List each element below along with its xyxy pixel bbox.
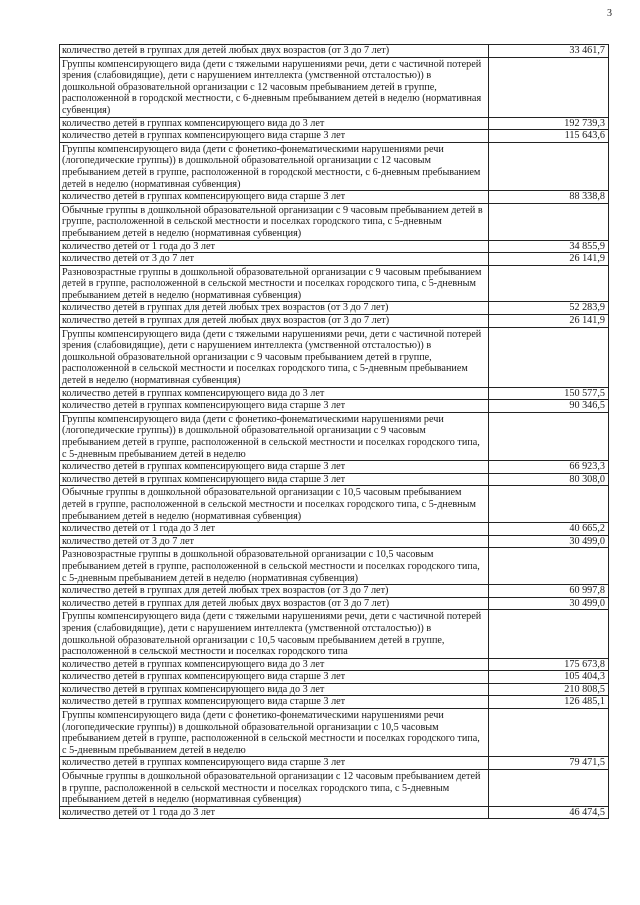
- table-row: [60, 302, 609, 315]
- row-label: количество детей в группах для детей любых трех возрастов (от 3 до 7 лет): [60, 302, 489, 315]
- row-value: [489, 610, 609, 658]
- row-value: 192 739,3: [489, 117, 609, 130]
- table-row: [60, 683, 609, 696]
- row-value: 26 141,9: [489, 315, 609, 328]
- row-value: 126 485,1: [489, 696, 609, 709]
- table-row: [60, 806, 609, 819]
- table-section-header-row: [60, 142, 609, 190]
- row-label: количество детей в группах компенсирующего вида старше 3 лет: [60, 671, 489, 684]
- section-description: Группы компенсирующего вида (дети с тяжелыми нарушениями речи, дети с частичной потерей зрения (слабовидящие), дети с нарушением интеллекта (умственной отсталостью)) в дошкольной образовательной организации с 9 часовым пребыванием детей в группе, расположенной в сельской местности и поселках городского типа, с 5-дневным пребыванием детей в неделю (нормативная субвенция): [60, 327, 489, 387]
- row-label: количество детей от 1 года до 3 лет: [60, 240, 489, 253]
- table-section-header-row: [60, 57, 609, 117]
- row-value: 150 577,5: [489, 387, 609, 400]
- row-label: количество детей в группах для детей любых двух возрастов (от 3 до 7 лет): [60, 315, 489, 328]
- section-description: Разновозрастные группы в дошкольной образовательной организации с 9 часовым пребыванием детей в группе, расположенной в сельской местности и поселках городского типа, с 5-дневным пребыванием детей в неделю (нормативная субвенция): [60, 265, 489, 302]
- table-row: [60, 45, 609, 58]
- section-description: Разновозрастные группы в дошкольной образовательной организации с 10,5 часовым пребыванием детей в группе, расположенной в сельской местности и поселках городского типа, с 5-дневным пребыванием детей в неделю (нормативная субвенция): [60, 548, 489, 585]
- row-label: количество детей в группах компенсирующего вида до 3 лет: [60, 658, 489, 671]
- row-value: 105 404,3: [489, 671, 609, 684]
- row-label: количество детей в группах компенсирующего вида до 3 лет: [60, 117, 489, 130]
- row-value: [489, 412, 609, 460]
- row-value: 52 283,9: [489, 302, 609, 315]
- section-description: Группы компенсирующего вида (дети с фонетико-фонематическими нарушениями речи (логопедические группы)) в дошкольной образовательной организации с 9 часовым пребыванием детей в группе, расположенной в сельской местности и поселках городского типа, с 5-дневным пребыванием детей в неделю: [60, 412, 489, 460]
- table-row: [60, 585, 609, 598]
- row-label: количество детей в группах для детей любых трех возрастов (от 3 до 7 лет): [60, 585, 489, 598]
- row-value: 79 471,5: [489, 757, 609, 770]
- row-label: количество детей от 3 до 7 лет: [60, 535, 489, 548]
- row-label: количество детей в группах компенсирующего вида старше 3 лет: [60, 696, 489, 709]
- row-label: количество детей в группах компенсирующего вида старше 3 лет: [60, 757, 489, 770]
- row-label: количество детей от 3 до 7 лет: [60, 253, 489, 266]
- row-value: 33 461,7: [489, 45, 609, 58]
- table-row: [60, 461, 609, 474]
- table-row: [60, 597, 609, 610]
- row-label: количество детей от 1 года до 3 лет: [60, 523, 489, 536]
- table-section-header-row: [60, 412, 609, 460]
- table-section-header-row: [60, 327, 609, 387]
- table-row: [60, 757, 609, 770]
- table-row: [60, 658, 609, 671]
- section-description: Обычные группы в дошкольной образовательной организации с 10,5 часовым пребыванием детей в группе, расположенной в сельской местности и поселках городского типа, с 5-дневным пребыванием детей в неделю (нормативная субвенция): [60, 486, 489, 523]
- table-row: [60, 473, 609, 486]
- row-label: количество детей в группах компенсирующего вида старше 3 лет: [60, 130, 489, 143]
- row-value: [489, 548, 609, 585]
- row-value: 66 923,3: [489, 461, 609, 474]
- table-row: [60, 523, 609, 536]
- row-value: 88 338,8: [489, 191, 609, 204]
- row-value: 46 474,5: [489, 806, 609, 819]
- section-description: Обычные группы в дошкольной образовательной организации с 9 часовым пребыванием детей в группе, расположенной в сельской местности и поселках городского типа, с 5-дневным пребыванием детей в неделю (нормативная субвенция): [60, 203, 489, 240]
- section-description: Группы компенсирующего вида (дети с тяжелыми нарушениями речи, дети с частичной потерей зрения (слабовидящие), дети с нарушением интеллекта (умственной отсталостью)) в дошкольной образовательной организации с 12 часовым пребыванием детей в группе, расположенной в городской местности, с 6-дневным пребыванием детей в неделю (нормативная субвенция): [60, 57, 489, 117]
- table-row: [60, 191, 609, 204]
- subsidy-norms-table: [59, 44, 609, 819]
- table-row: [60, 240, 609, 253]
- section-description: Обычные группы в дошкольной образовательной организации с 12 часовым пребыванием детей в группе, расположенной в сельской местности и поселках городского типа, с 5-дневным пребыванием детей в неделю (нормативная субвенция): [60, 770, 489, 807]
- row-value: 26 141,9: [489, 253, 609, 266]
- row-value: 40 665,2: [489, 523, 609, 536]
- row-value: 34 855,9: [489, 240, 609, 253]
- row-label: количество детей в группах компенсирующего вида старше 3 лет: [60, 473, 489, 486]
- section-description: Группы компенсирующего вида (дети с фонетико-фонематическими нарушениями речи (логопедические группы)) в дошкольной образовательной организации с 10,5 часовым пребыванием детей в группе, расположенной в сельской местности и поселках городского типа, с 5-дневным пребыванием детей в неделю: [60, 709, 489, 757]
- row-value: [489, 203, 609, 240]
- table-section-header-row: [60, 203, 609, 240]
- row-label: количество детей от 1 года до 3 лет: [60, 806, 489, 819]
- section-description: Группы компенсирующего вида (дети с фонетико-фонематическими нарушениями речи (логопедические группы)) в дошкольной образовательной организации с 12 часовым пребыванием детей в группе, расположенной в городской местности, с 6-дневным пребыванием детей в неделю (нормативная субвенция): [60, 142, 489, 190]
- row-label: количество детей в группах компенсирующего вида старше 3 лет: [60, 461, 489, 474]
- row-label: количество детей в группах для детей любых двух возрастов (от 3 до 7 лет): [60, 597, 489, 610]
- row-value: 80 308,0: [489, 473, 609, 486]
- table-section-header-row: [60, 265, 609, 302]
- row-value: [489, 770, 609, 807]
- table-row: [60, 696, 609, 709]
- table-section-header-row: [60, 548, 609, 585]
- section-description: Группы компенсирующего вида (дети с тяжелыми нарушениями речи, дети с частичной потерей зрения (слабовидящие), дети с нарушением интеллекта (умственной отсталостью)) в дошкольной образовательной организации с 10,5 часовым пребыванием детей в группе, расположенной в сельской местности и поселках городского типа: [60, 610, 489, 658]
- row-label: количество детей в группах компенсирующего вида до 3 лет: [60, 683, 489, 696]
- row-value: [489, 486, 609, 523]
- row-value: [489, 57, 609, 117]
- table-row: [60, 400, 609, 413]
- row-label: количество детей в группах для детей любых двух возрастов (от 3 до 7 лет): [60, 45, 489, 58]
- row-value: 175 673,8: [489, 658, 609, 671]
- table-row: [60, 671, 609, 684]
- row-value: 210 808,5: [489, 683, 609, 696]
- table-section-header-row: [60, 610, 609, 658]
- table-row: [60, 130, 609, 143]
- row-value: 115 643,6: [489, 130, 609, 143]
- table-body: [60, 45, 609, 819]
- row-value: [489, 327, 609, 387]
- table-row: [60, 117, 609, 130]
- page-number: 3: [607, 8, 612, 19]
- row-label: количество детей в группах компенсирующего вида старше 3 лет: [60, 400, 489, 413]
- table-section-header-row: [60, 770, 609, 807]
- table-row: [60, 387, 609, 400]
- table-row: [60, 535, 609, 548]
- row-value: 30 499,0: [489, 597, 609, 610]
- row-value: 30 499,0: [489, 535, 609, 548]
- row-label: количество детей в группах компенсирующего вида до 3 лет: [60, 387, 489, 400]
- table-section-header-row: [60, 709, 609, 757]
- table-section-header-row: [60, 486, 609, 523]
- row-label: количество детей в группах компенсирующего вида старше 3 лет: [60, 191, 489, 204]
- table-row: [60, 315, 609, 328]
- row-value: 90 346,5: [489, 400, 609, 413]
- row-value: [489, 709, 609, 757]
- table-row: [60, 253, 609, 266]
- row-value: [489, 142, 609, 190]
- row-value: 60 997,8: [489, 585, 609, 598]
- row-value: [489, 265, 609, 302]
